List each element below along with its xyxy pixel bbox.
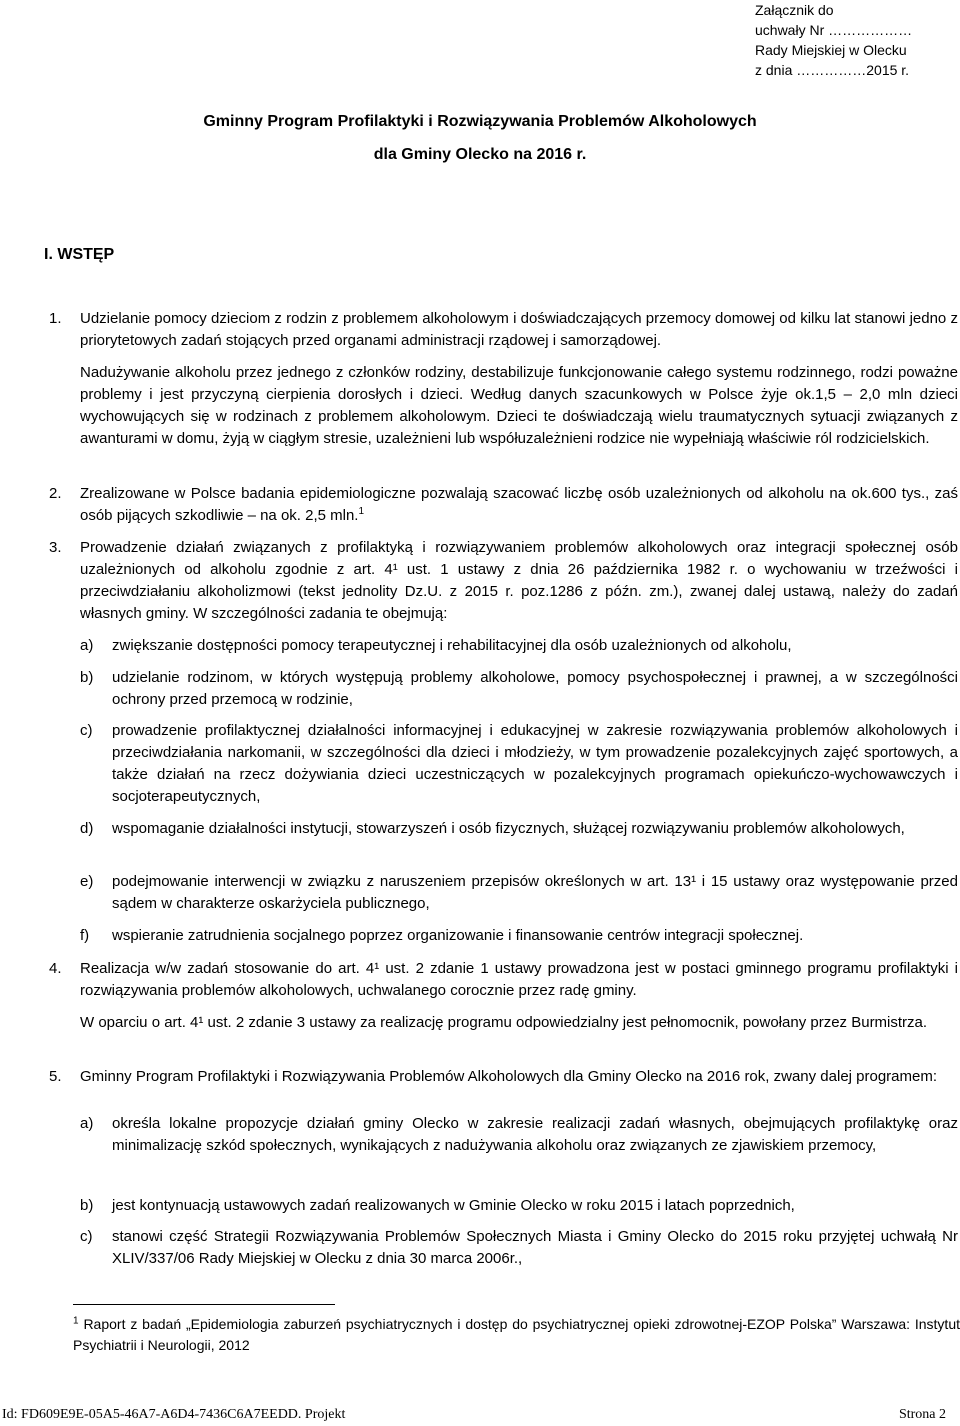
list-item-3e [80, 871, 958, 915]
list-text: prowadzenie profilaktycznej działalności informacyjnej i edukacyjnej w zakresie rozwiązywania problemów alkoholowych i przeciwdziałania narkomanii, w szczególności dla dzieci i młodzieży, w tym prowadzenie pozalekcyjnych zajęć sportowych, a także działań na rzecz dożywiania dzieci uczestniczących w pozalekcyjnych programach opiekuńczo-wychowawczych i socjoterapeutycznych, [112, 722, 958, 805]
footnote-text: Raport z badań „Epidemiologia zaburzeń psychiatrycznych i dostęp do psychiatrycznej opieki zdrowotnej-EZOP Polska” Warszawa: Instytut Psychiatrii i Neurologii, 2012 [73, 1316, 960, 1353]
paragraph-5-text: Gminny Program Profilaktyki i Rozwiązywania Problemów Alkoholowych dla Gminy Olecko na 2016 rok, zwany dalej programem: [80, 1068, 938, 1085]
paragraph-4-number: 4. [49, 960, 62, 977]
list-letter: a) [80, 1115, 94, 1132]
list-text: jest kontynuacją ustawowych zadań realizowanych w Gminie Olecko w roku 2015 i latach poprzednich, [112, 1197, 795, 1214]
footer-id: Id: FD609E9E-05A5-46A7-A6D4-7436C6A7EEDD. Projekt [2, 1407, 346, 1422]
paragraph-1-number: 1. [49, 310, 62, 327]
section-heading: I. WSTĘP [44, 246, 115, 263]
list-text: określa lokalne propozycje działań gminy Olecko w zakresie realizacji zadań własnych, obejmujących profilaktykę oraz minimalizację szkód społecznych, wynikających z nadużywania alkoholu oraz związanych ze zjawiskiem przemocy, [112, 1115, 958, 1154]
list-letter: b) [80, 1197, 94, 1214]
list-letter: d) [80, 820, 94, 837]
list-text: udzielanie rodzinom, w których występują problemy alkoholowe, pomocy psychospołecznej i prawnej, a w szczególności ochrony przed przemocą w rodzinie, [112, 669, 958, 708]
list-letter: c) [80, 722, 93, 739]
paragraph-3-number: 3. [49, 539, 62, 556]
header-line-4: z dnia ……………2015 r. [755, 62, 910, 78]
document-title-line-2: dla Gminy Olecko na 2016 r. [373, 146, 587, 163]
list-letter: a) [80, 637, 94, 654]
list-text: wspieranie zatrudnienia socjalnego poprzez organizowanie i finansowanie centrów integracji społecznej. [112, 927, 804, 944]
list-text: zwiększanie dostępności pomocy terapeutycznej i rehabilitacyjnej dla osób uzależnionych od alkoholu, [112, 637, 792, 654]
document-title-line-1: Gminny Program Profilaktyki i Rozwiązywania Problemów Alkoholowych [203, 113, 757, 130]
list-item-3b [80, 667, 958, 711]
list-item-3a [80, 635, 958, 657]
list-text: wspomaganie działalności instytucji, stowarzyszeń i osób fizycznych, służącej rozwiązywaniu problemów alkoholowych, [112, 820, 905, 837]
list-letter: e) [80, 873, 94, 890]
footnote [73, 1314, 960, 1356]
paragraph-5-number: 5. [49, 1068, 62, 1085]
paragraph-4-continuation: W oparciu o art. 4¹ ust. 2 zdanie 3 ustawy za realizację programu odpowiedzialny jest pełnomocnik, powołany przez Burmistrza. [80, 1014, 928, 1031]
list-item-5c [80, 1226, 958, 1270]
footnote-ref: 1 [358, 506, 365, 517]
header-line-2: uchwały Nr ……………… [755, 22, 913, 38]
header-line-3: Rady Miejskiej w Olecku [755, 42, 907, 58]
attachment-header [755, 0, 955, 80]
paragraph-2 [80, 483, 958, 527]
footnote-number: 1 [73, 1315, 79, 1327]
paragraph-2-text: Zrealizowane w Polsce badania epidemiologiczne pozwalają szacować liczbę osób uzależnionych od alkoholu na ok.600 tys., zaś osób pijących szkodliwie – na ok. 2,5 mln. [80, 485, 958, 524]
list-letter: f) [80, 927, 90, 944]
header-line-1: Załącznik do [755, 2, 834, 18]
list-letter: b) [80, 669, 94, 686]
footer-page-number: Strona 2 [898, 1407, 946, 1422]
paragraph-2-number: 2. [49, 485, 62, 502]
list-item-5b [80, 1195, 958, 1217]
list-item-3f [80, 925, 958, 947]
list-item-3c [80, 720, 958, 808]
paragraph-3-text: Prowadzenie działań związanych z profilaktyką i rozwiązywaniem problemów alkoholowych oraz integracji społecznej osób uzależnionych od alkoholu zgodnie z art. 4¹ ust. 1 ustawy z dnia 26 października 1982 r. o wychowaniu w trzeźwości i przeciwdziałaniu alkoholizmowi (tekst jednolity Dz.U. z 2015 r. poz.1286 z późn. zm.), zwanej dalej ustawą, należy do zadań własnych gminy. W szczególności zadania te obejmują: [80, 539, 958, 622]
footnote-separator [73, 1304, 335, 1305]
paragraph-1-continuation: Nadużywanie alkoholu przez jednego z członków rodziny, destabilizuje funkcjonowanie całego systemu rodzinnego, rodzi poważne problemy i jest przyczyną cierpienia dorosłych i dzieci. Według danych szacunkowych w Polsce żyje ok.1,5 – 2,0 mln dzieci wychowujących się w rodzinach z problemem alkoholowym. Dzieci te doświadczają wielu traumatycznych sytuacji związanych z awanturami w domu, żyją w ciągłym stresie, uzależnieni lub współuzależnieni rodzice nie wypełniają właściwie ról rodzicielskich. [80, 364, 958, 447]
paragraph-1-text: Udzielanie pomocy dzieciom z rodzin z problemem alkoholowym i doświadczających przemocy domowej od kilku lat stanowi jedno z priorytetowych zadań stojących przed organami administracji rządowej i samorządowej. [80, 310, 958, 349]
list-item-5a [80, 1113, 958, 1179]
paragraph-4-text: Realizacja w/w zadań stosowanie do art. 4¹ ust. 2 zdanie 1 ustawy prowadzona jest w postaci gminnego programu profilaktyki i rozwiązywania problemów alkoholowych, uchwalanego corocznie przez radę gminy. [80, 960, 958, 999]
list-text: stanowi część Strategii Rozwiązywania Problemów Społecznych Miasta i Gminy Olecko do 2015 roku przyjętej uchwałą Nr XLIV/337/06 Rady Miejskiej w Olecku z dnia 30 marca 2006r., [112, 1228, 958, 1267]
list-text: podejmowanie interwencji w związku z naruszeniem przepisów określonych w art. 13¹ i 15 ustawy oraz występowanie przed sądem w charakterze oskarżyciela publicznego, [112, 873, 958, 912]
list-letter: c) [80, 1228, 93, 1245]
list-item-3d [80, 818, 958, 862]
